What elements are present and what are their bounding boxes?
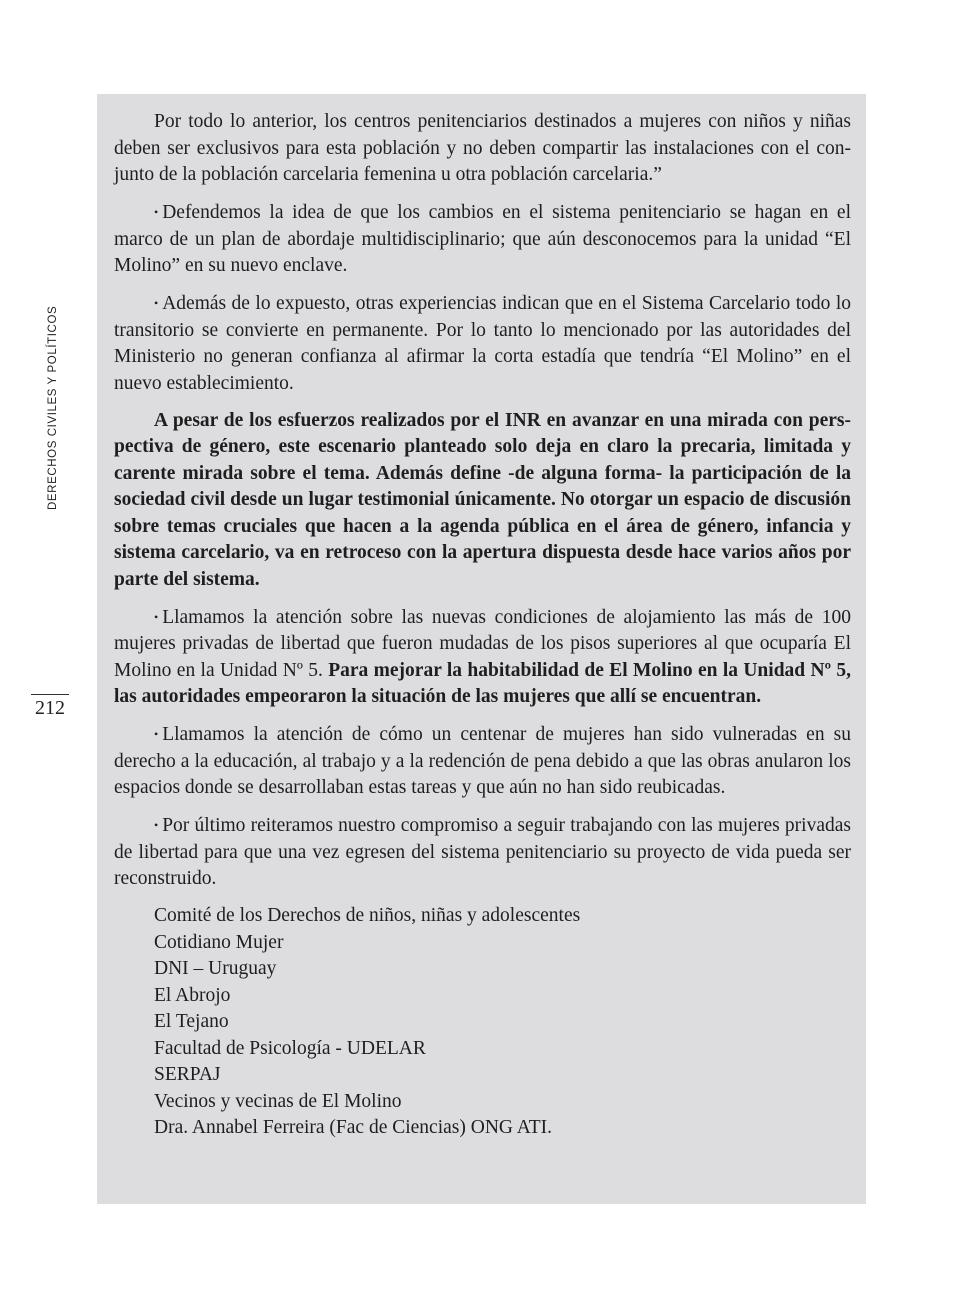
running-header: DERECHOS CIVILES Y POLÍTICOS — [47, 305, 59, 510]
signatory-item: SERPAJ — [154, 1064, 221, 1085]
paragraph-bullet-education — [114, 721, 851, 802]
signatories-list — [114, 903, 851, 1142]
paragraph-text: Defendemos la idea de que los cambios en el sistema penitenciario se hagan en el marco de un plan de abordaje multidisciplinario; que aún desconocemos para la unidad “El Molino” en su nuevo enclave. — [114, 202, 851, 276]
content-box — [97, 94, 866, 1204]
signatory-item: Comité de los Derechos de niños, niñas y adolescentes — [154, 905, 581, 926]
page-number: 212 — [35, 697, 65, 719]
signatory-item: Vecinos y vecinas de El Molino — [154, 1090, 402, 1112]
paragraph-text: Por último reiteramos nuestro compromiso a seguir trabajando con las mujeres privadas de libertad para que una vez egresen del sistema penitenciario su proyecto de vida pueda ser reconstruido. — [114, 815, 851, 889]
signatory-item: Facultad de Psicología - UDELAR — [154, 1037, 426, 1059]
signatory-item: DNI – Uruguay — [154, 958, 277, 979]
text-column — [114, 109, 851, 1142]
signatory-item: El Abrojo — [154, 984, 231, 1006]
bullet-icon: • — [154, 296, 159, 310]
paragraph-bold-text: Para mejorar la habitabilidad de El Molino en la Unidad Nº 5, las autoridades empeoraron la situación de las mujeres que allí se encuentran. — [114, 659, 851, 707]
bullet-icon: • — [154, 818, 159, 832]
paragraph-text: Además de lo expuesto, otras experiencias indican que en el Sistema Carcelario todo lo transitorio se convierte en permanente. Por lo tanto lo mencionado por las autoridades del Ministerio no generan confianza al afirmar la corta estadía que tendría “El Molino” en el nuevo establecimiento. — [114, 293, 851, 394]
bullet-icon: • — [154, 727, 159, 741]
bullet-icon: • — [154, 205, 159, 219]
bullet-icon: • — [154, 609, 159, 624]
paragraph-bullet-transitory — [114, 290, 851, 397]
paragraph-text: Llamamos la atención sobre las nuevas condiciones de alojamiento las más de 100 mujeres privadas de libertad que fueron mudadas de los pisos superiores al que ocuparía El Molino en la Unidad Nº 5. — [114, 606, 851, 681]
paragraph-bold-statement — [114, 408, 851, 594]
paragraph-text: Por todo lo anterior, los centros penitenciarios destinados a mujeres con niños y niñas deben ser exclusivos para esta población y no deben compartir las instalaciones con el conjunto de la población carcelaria femenina u otra población carcelaria.” — [114, 111, 851, 185]
signatory-item: Cotidiano Mujer — [154, 931, 284, 953]
signatory-item: El Tejano — [154, 1011, 229, 1032]
page-number-rule — [31, 694, 69, 695]
paragraph-text: A pesar de los esfuerzos realizados por el INR en avanzar en una mirada con perspectiva de género, este escenario planteado solo deja en claro la precaria, limitada y carente mirada sobre el tema. Además define -de alguna forma- la participación de la sociedad civil desde un lugar testimonial únicamente. No otorgar un espacio de discusión sobre temas cruciales que hacen a la agenda pública en el área de género, infancia y sistema carcelario, va en retroceso con la apertura dispuesta desde hace varios años por parte del sistema. — [114, 409, 851, 590]
paragraph-closing-quote — [114, 109, 851, 189]
paragraph-bullet-housing — [114, 604, 851, 711]
paragraph-bullet-multidisciplinary — [114, 199, 851, 280]
paragraph-text: Llamamos la atención de cómo un centenar de mujeres han sido vulneradas en su derecho a la educación, al trabajo y a la redención de pena debido a que las obras anularon los espacios donde se desarrollaban estas tareas y que aún no han sido reubicadas. — [114, 724, 851, 798]
signatory-item: Dra. Annabel Ferreira (Fac de Ciencias) ONG ATI. — [154, 1117, 552, 1138]
paragraph-bullet-commitment — [114, 812, 851, 893]
